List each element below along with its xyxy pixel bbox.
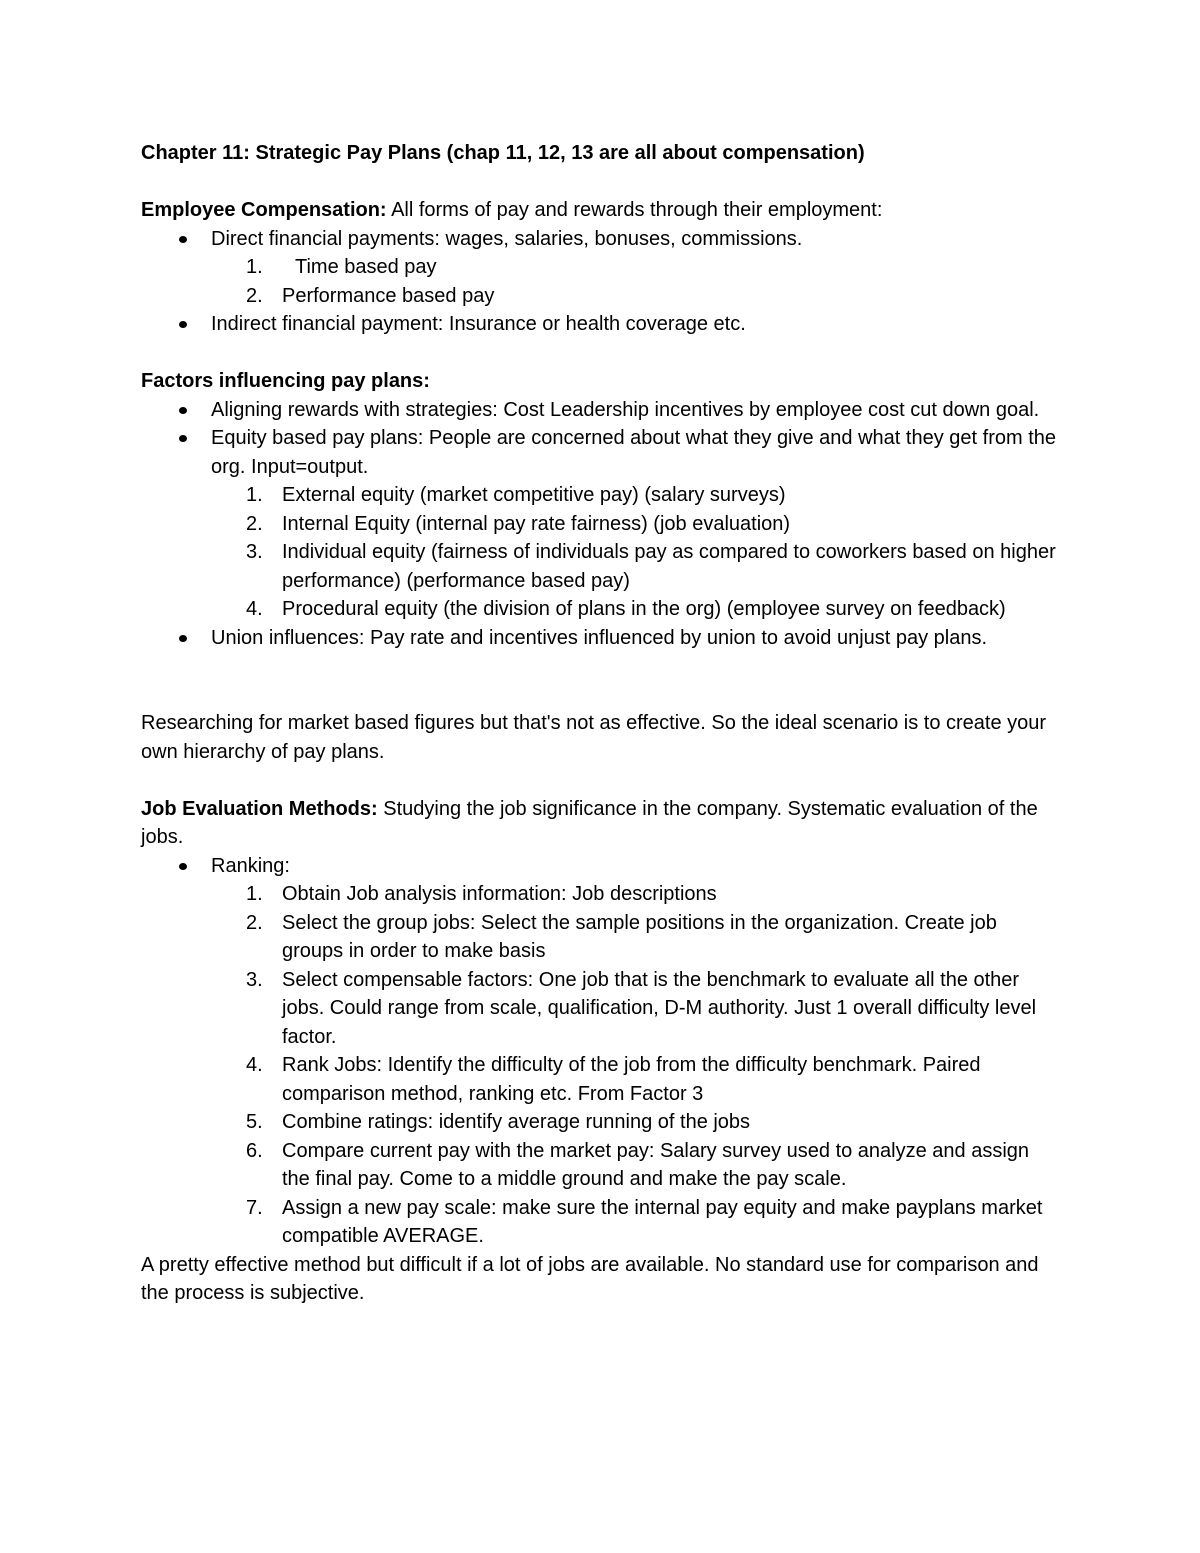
factors-heading: Factors influencing pay plans: [141,370,430,392]
numbered-item: 2. Performance based pay [246,284,495,307]
job-evaluation-paragraph [141,795,1061,852]
employee-compensation-heading: Employee Compensation: [141,199,387,221]
document-body [141,139,1061,1308]
numbered-item: 2. Select the group jobs: Select the sample positions in the organization. Create job groups in order to make basis [246,911,997,962]
numbered-item: 2. Internal Equity (internal pay rate fairness) (job evaluation) [246,512,791,535]
research-paragraph: Researching for market based figures but that's not as effective. So the ideal scenario is to create your own hierarchy of pay plans. [141,712,1047,763]
bullet-item: Union influences: Pay rate and incentives influenced by union to avoid unjust pay plans. [141,624,1061,653]
numbered-item: 3. Individual equity (fairness of individuals pay as compared to coworkers based on higher performance) (performance based pay) [246,541,1056,592]
job-evaluation-text: Studying the job significance in the company. Systematic evaluation of the jobs. [141,797,1038,848]
numbered-item: 4. Rank Jobs: Identify the difficulty of the job from the difficulty benchmark. Paired comparison method, ranking etc. From Factor 3 [246,1054,981,1105]
bullet-item: Equity based pay plans: People are concerned about what they give and what they get from the org. Input=output. 1. External equity (market competitive pay) (salary surveys) 2. Internal Equity (internal pay rate fairness) (job evaluation) 3. Individual equity (fairness of individuals pay as compared to coworkers based on higher performance) (performance based pay) 4. Procedural equity (the division of plans in the org) (employee survey on feedback) [141,424,1061,624]
numbered-item: 3. Select compensable factors: One job that is the benchmark to evaluate all the other jobs. Could range from scale, qualification, D-M authority. Just 1 overall difficulty level factor. [246,968,1037,1048]
numbered-item: 6. Compare current pay with the market pay: Salary survey used to analyze and assign the final pay. Come to a middle ground and make the pay scale. [246,1139,1030,1190]
bullet-item: Direct financial payments: wages, salaries, bonuses, commissions. 1. Time based pay 2. Performance based pay [141,225,1061,311]
numbered-item: 1. Obtain Job analysis information: Job descriptions [246,883,717,905]
employee-compensation-paragraph [141,196,1061,225]
payment-type-list [141,253,1061,310]
numbered-item: 1. External equity (market competitive pay) (salary surveys) [246,484,786,506]
compensation-bullet-list [141,225,1061,339]
job-evaluation-heading: Job Evaluation Methods: [141,797,378,820]
equity-list [141,481,1061,624]
numbered-item: 4. Procedural equity (the division of plans in the org) (employee survey on feedback) [246,598,1006,620]
employee-compensation-text: All forms of pay and rewards through their employment: [386,199,883,221]
numbered-item: 1. Time based pay [246,256,437,278]
factors-bullet-list [141,396,1061,653]
closing-paragraph: A pretty effective method but difficult if a lot of jobs are available. No standard use for comparison and the process is subjective. [141,1253,1039,1304]
job-evaluation-bullet-list [141,852,1061,1251]
chapter-title: Chapter 11: Strategic Pay Plans (chap 11, 12, 13 are all about compensation) [141,142,865,164]
numbered-item: 5. Combine ratings: identify average running of the jobs [246,1111,751,1133]
bullet-item: Ranking: 1. Obtain Job analysis information: Job descriptions 2. Select the group jobs: Select the sample positions in the organization. Create job groups in order to make basis 3. Select compensable factors: One job that is the benchmark to evaluate all the other jobs. Could range from scale, qualification, D-M authority. Just 1 overall difficulty level factor. 4. Rank Jobs: Identify the difficulty of the job from the difficulty benchmark. Paired comparison method, ranking etc. From Factor 3 5. Combine ratings: identify average running of the jobs 6. Compare current pay with the market pay: Salary survey used to analyze and assign the final pay. Come to a middle ground and make the pay scale. 7. Assign a new pay scale: make sure the internal pay equity and make payplans market compatible AVERAGE. [141,852,1061,1251]
bullet-item: Indirect financial payment: Insurance or health coverage etc. [141,310,1061,339]
numbered-item: 7. Assign a new pay scale: make sure the internal pay equity and make payplans market compatible AVERAGE. [246,1196,1043,1247]
bullet-item: Aligning rewards with strategies: Cost Leadership incentives by employee cost cut down goal. [141,396,1061,425]
ranking-steps-list [141,880,1061,1251]
